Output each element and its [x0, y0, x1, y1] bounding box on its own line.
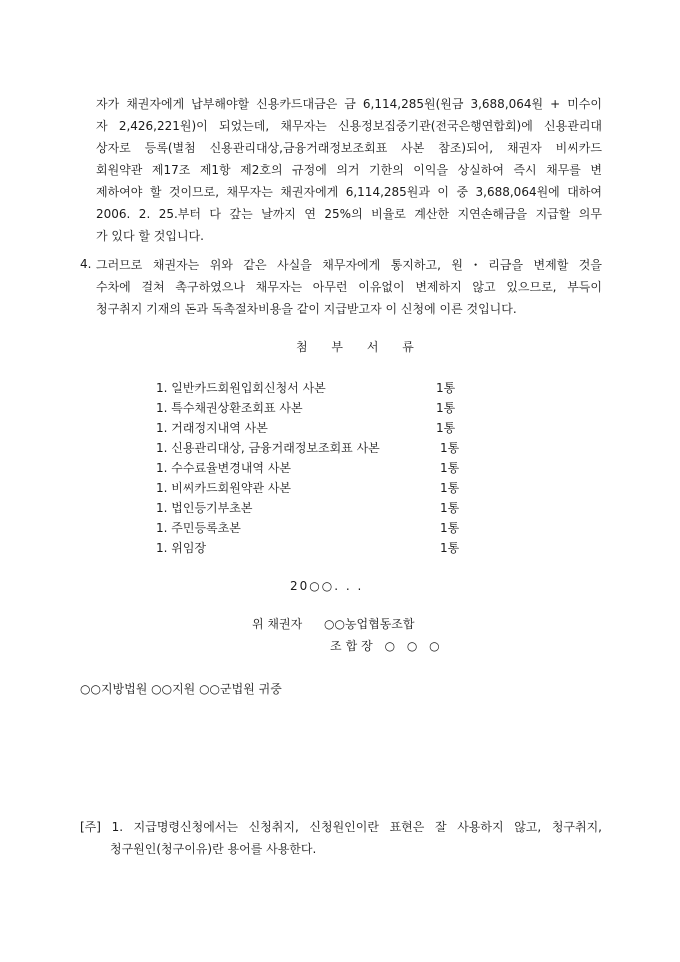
court-addressee: ○○지방법원 ○○지원 ○○군법원 귀중 [80, 682, 282, 696]
paragraph-line: 2006. 2. 25.부터 다 갚는 날까지 연 25%의 비율로 계산한 지연손해금을 지급할 의무 [96, 207, 602, 221]
creditor-label: 위 채권자 [252, 617, 303, 631]
paragraph-line: 청구취지 기재의 돈과 독촉절차비용을 같이 지급받고자 이 신청에 이른 것입니다. [96, 302, 517, 316]
attachment-item: 1. 주민등록초본 [156, 521, 241, 535]
attachment-count: 1통 [440, 521, 460, 535]
creditor-name: ○○농업협동조합 [324, 617, 415, 631]
attachment-item: 1. 신용관리대상, 금융거래정보조회표 사본 [156, 441, 380, 455]
attachment-item: 1. 일반카드회원입회신청서 사본 [156, 381, 326, 395]
attachment-count: 1통 [436, 421, 456, 435]
attachment-item: 1. 수수료율변경내역 사본 [156, 461, 291, 475]
attachment-item: 1. 특수채권상환조회표 사본 [156, 401, 303, 415]
paragraph-line: 가 있다 할 것입니다. [96, 229, 204, 243]
attachment-item: 1. 법인등기부초본 [156, 501, 253, 515]
paragraph-line: 그러므로 채권자는 위와 같은 사실을 채무자에게 통지하고, 원・리금을 변제할 것을 [96, 258, 602, 272]
document-date: 20○○. . . [290, 579, 364, 593]
attachments-title: 첨 부 서 류 [296, 340, 424, 354]
footnote-line: 청구원인(청구이유)란 용어를 사용한다. [110, 842, 317, 856]
attachment-item: 1. 비씨카드회원약관 사본 [156, 481, 291, 495]
paragraph-line: 자가 채권자에게 납부해야할 신용카드대금은 금 6,114,285원(원금 3,688,064원 + 미수이 [96, 97, 602, 111]
attachment-count: 1통 [436, 401, 456, 415]
paragraph-line: 수차에 걸쳐 촉구하였으나 채무자는 아무런 이유없이 변제하지 않고 있으므로, 부득이 [96, 280, 602, 294]
attachment-item: 1. 거래정지내역 사본 [156, 421, 268, 435]
attachment-count: 1통 [436, 381, 456, 395]
attachment-count: 1통 [440, 541, 460, 555]
paragraph-line: 상자로 등록(별첨 신용관리대상,금융거래정보조회표 사본 참조)되어, 채권자 비씨카드 [96, 141, 602, 155]
paragraph-line: 제하여야 할 것이므로, 채무자는 채권자에게 6,114,285원과 이 중 3,688,064원에 대하여 [96, 185, 602, 199]
paragraph-number: 4. [80, 257, 92, 271]
attachment-count: 1통 [440, 441, 460, 455]
attachment-count: 1통 [440, 481, 460, 495]
attachment-count: 1통 [440, 461, 460, 475]
paragraph-line: 자 2,426,221원)이 되었는데, 채무자는 신용정보집중기관(전국은행연합회)에 신용관리대 [96, 119, 602, 133]
creditor-chief: 조합장 ○ ○ ○ [330, 639, 444, 653]
attachment-count: 1통 [440, 501, 460, 515]
paragraph-line: 회원약관 제17조 제1항 제2호의 규정에 의거 기한의 이익을 상실하여 즉시 채무를 변 [96, 163, 602, 177]
footnote-line: [주] 1. 지급명령신청에서는 신청취지, 신청원인이란 표현은 잘 사용하지 않고, 청구취지, [80, 820, 602, 834]
attachment-item: 1. 위임장 [156, 541, 207, 555]
